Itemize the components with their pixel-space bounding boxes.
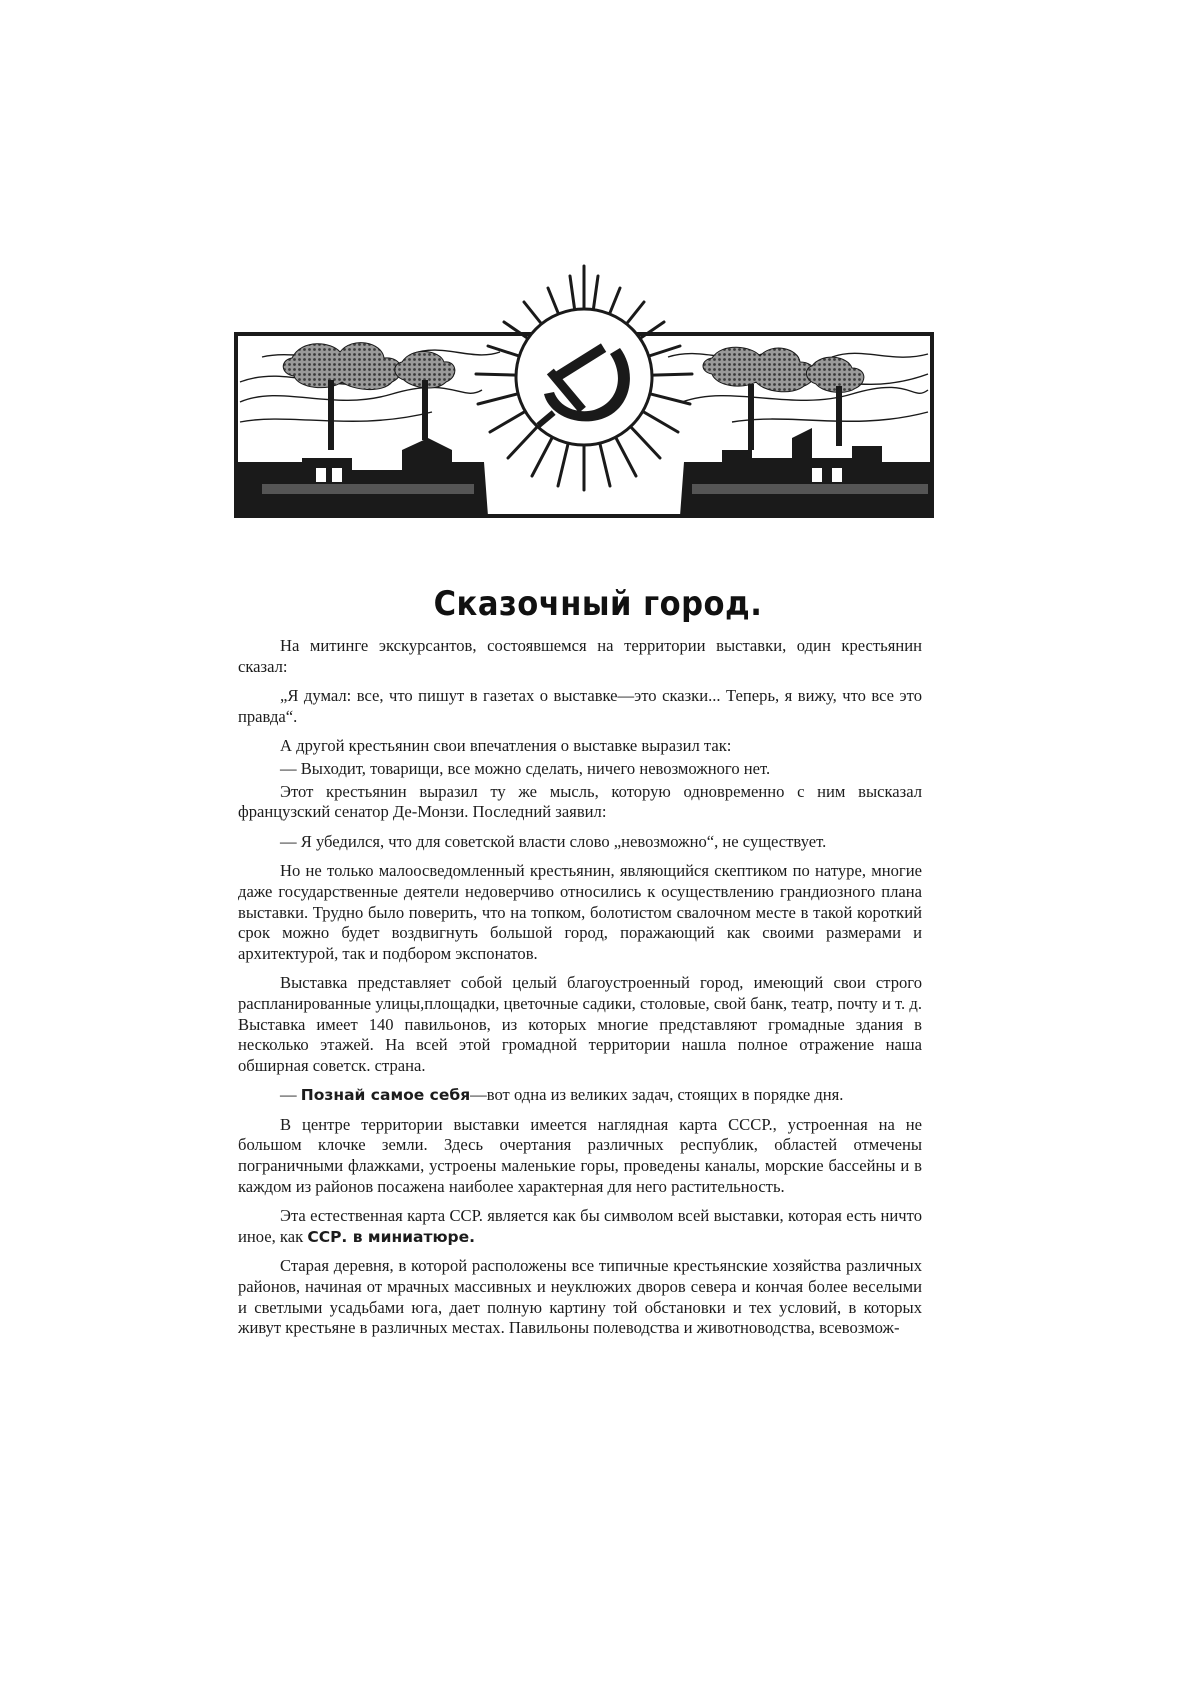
paragraph	[238, 1206, 922, 1247]
emphasis: ССР. в миниатюре.	[307, 1227, 476, 1246]
article-title: Сказочный город.	[433, 584, 763, 624]
article-body	[238, 636, 922, 1348]
paragraph	[238, 1085, 922, 1106]
paragraph: Старая деревня, в которой расположены все типичные крестьянские хозяйства различных районов, начиная от мрачных массивных и неуклюжих дворов севера и кончая более веселыми и светлыми усадьбами юга, дает полную картину той обстановки и тех условий, в которых живут крестьяне в различных местах. Павильоны полеводства и животноводства, всевозмож-	[238, 1256, 922, 1338]
emphasis: Познай самое себя	[300, 1086, 471, 1105]
paragraph: Но не только малоосведомленный крестьянин, являющийся скептиком по натуре, многие даже государственные деятели недоверчиво относились к осуществлению грандиозного плана выставки. Трудно было поверить, что на топком, болотистом свалочном месте в такой короткий срок можно будет воздвигнуть большой город, поражающий как своими размерами и архитектурой, так и подбором экспонатов.	[238, 861, 922, 963]
paragraph: Этот крестьянин выразил ту же мысль, которую одновременно с ним высказал французский сенатор Де-Монзи. Последний заявил:	[238, 781, 922, 822]
header-banner-illustration	[232, 262, 936, 527]
paragraph: „Я думал: все, что пишут в газетах о выставке—это сказки... Теперь, я вижу, что все это правда“.	[238, 686, 922, 726]
paragraph-lead: Эта естественная карта ССР. является как бы символом всей выставки, которая есть ничто иное, как	[238, 1206, 922, 1246]
paragraph-rest: —вот одна из великих задач, стоящих в порядке дня.	[470, 1085, 844, 1105]
paragraph-lead: —	[280, 1085, 301, 1105]
paragraph: Выставка представляет собой целый благоустроенный город, имеющий свои строго распланированные улицы,площадки, цветочные садики, столовые, свой банк, театр, почту и т. д. Выставка имеет 140 павильонов, из которых многие представляют громадные здания в несколько этажей. На всей этой громадной территории нашла полное отражение наша обширная советск. страна.	[238, 973, 922, 1075]
paragraph: На митинге экскурсантов, состоявшемся на территории выставки, один крестьянин сказал:	[238, 636, 922, 676]
paragraph: — Я убедился, что для советской власти слово „невозможно“, не существует.	[280, 831, 827, 851]
paragraph: — Выходит, товарищи, все можно сделать, ничего невозможного нет.	[280, 758, 771, 778]
paragraph: А другой крестьянин свои впечатления о выставке выразил так:	[280, 736, 732, 756]
paragraph: В центре территории выставки имеется наглядная карта СССР., устроенная на не большом клочке земли. Здесь очертания различных республик, областей отмечены пограничными флажками, устроены маленькие горы, проведены каналы, морские бассейны и в каждом из районов посажена наиболее характерная для него растительность.	[238, 1114, 922, 1196]
